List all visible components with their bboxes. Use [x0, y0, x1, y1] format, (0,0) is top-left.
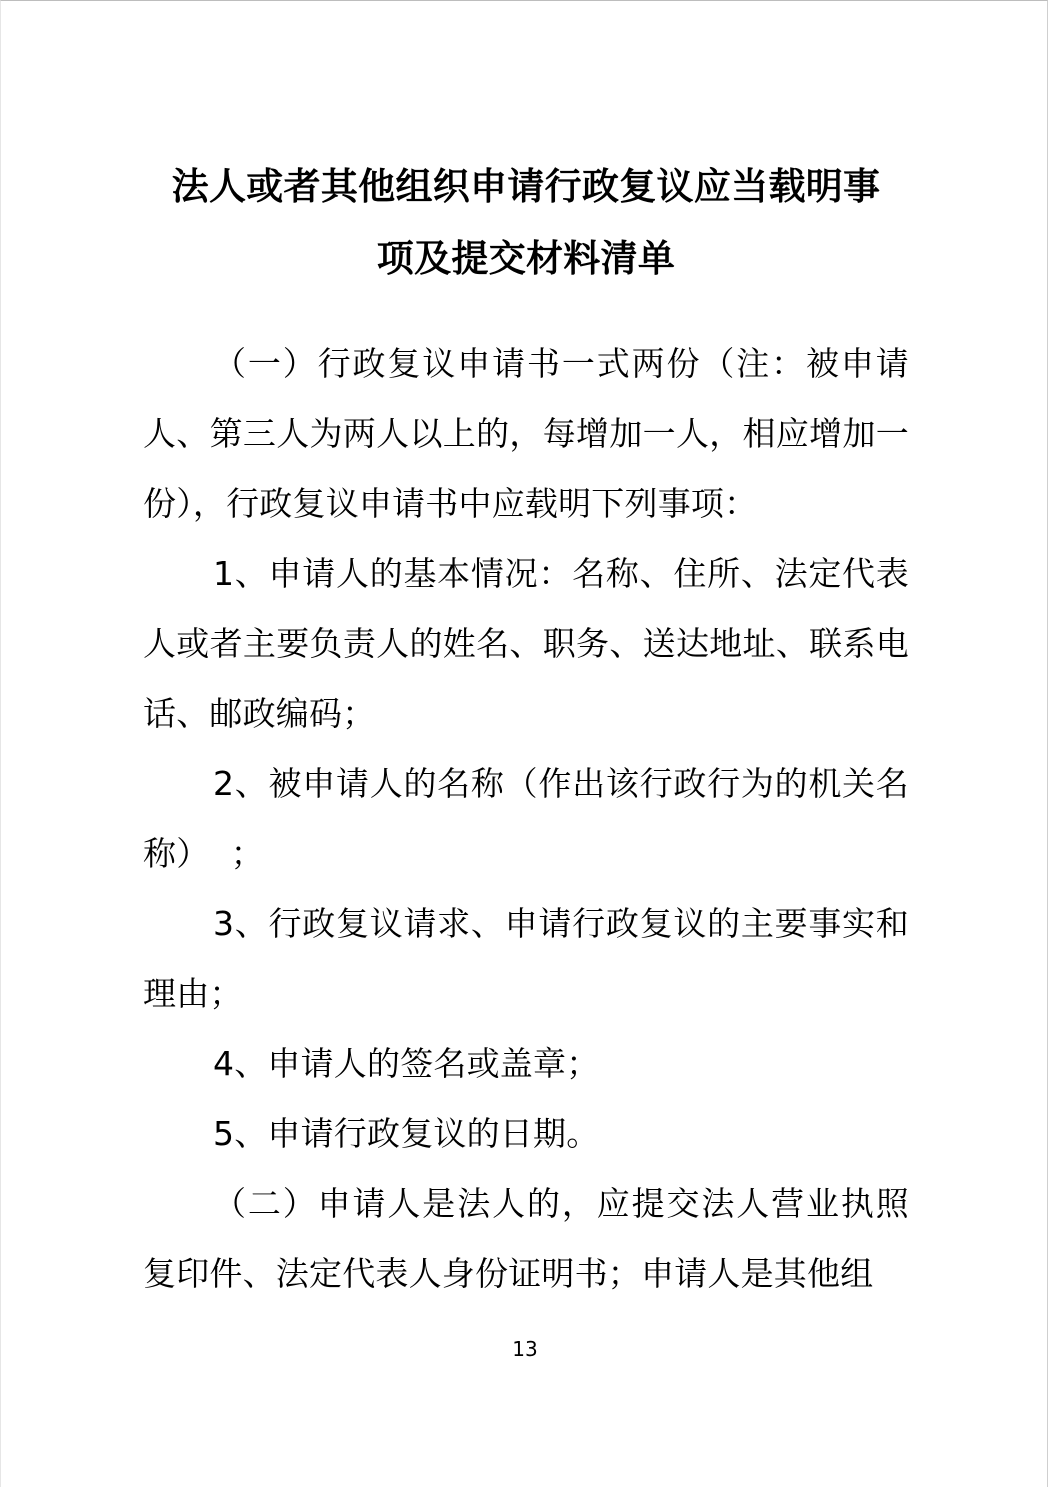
list-item-date — [143, 1099, 909, 1169]
list-item-signature — [143, 1029, 909, 1099]
page-number: 13 — [512, 1337, 538, 1361]
document-title — [143, 151, 909, 295]
document-content — [143, 151, 909, 1309]
list-item-number: 5 — [213, 1114, 235, 1153]
list-item-request-facts — [143, 889, 909, 1029]
title-line-2: 项及提交材料清单 — [376, 237, 676, 280]
list-item-number: 2 — [213, 764, 235, 803]
list-item-text: 、申请行政复议的日期。 — [234, 1114, 600, 1153]
list-item-applicant-info — [143, 539, 909, 749]
list-item-text: 、申请人的签名或盖章； — [234, 1044, 600, 1083]
list-item-number: 4 — [213, 1044, 235, 1083]
list-item-respondent-name — [143, 749, 909, 889]
list-item-number: 3 — [213, 904, 235, 943]
paragraph-text: （一）行政复议申请书一式两份（注：被申请人、第三人为两人以上的，每增加一人，相应增加一份），行政复议申请书中应载明下列事项： — [143, 344, 909, 523]
list-item-text: 、行政复议请求、申请行政复议的主要事实和理由； — [143, 904, 909, 1013]
paragraph-requirements-intro — [143, 329, 909, 539]
paragraph-text: （二）申请人是法人的，应提交法人营业执照复印件、法定代表人身份证明书；申请人是其他组 — [143, 1184, 909, 1293]
list-item-text: 、申请人的基本情况：名称、住所、法定代表人或者主要负责人的姓名、职务、送达地址、联系电话、邮政编码； — [143, 554, 909, 733]
title-line-1: 法人或者其他组织申请行政复议应当载明事 — [171, 165, 881, 208]
document-body — [143, 329, 909, 1309]
list-item-text: 、被申请人的名称（作出该行政行为的机关名称） ； — [143, 764, 909, 873]
paragraph-legal-person-materials — [143, 1169, 909, 1309]
list-item-number: 1 — [213, 554, 235, 593]
